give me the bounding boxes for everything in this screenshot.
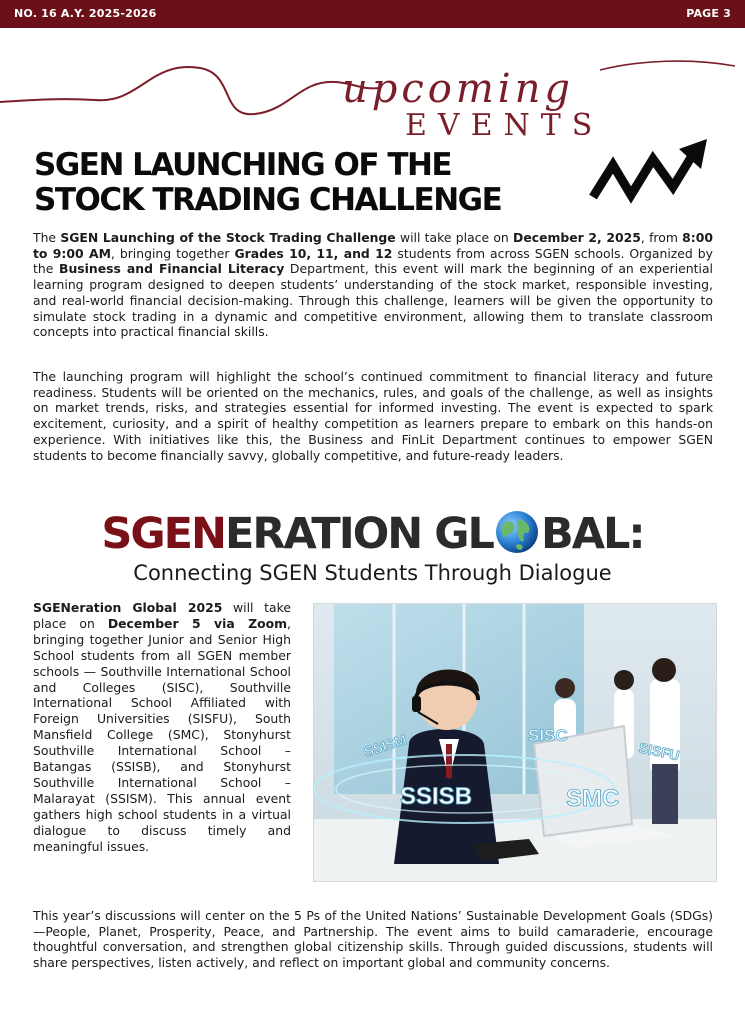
label-ssisb: SSISB [400, 783, 473, 810]
upcoming-events-banner [0, 30, 745, 143]
banner-events-word: EVENTS [405, 108, 604, 143]
globe-icon [494, 509, 540, 555]
label-sisfu: SISFU [637, 739, 682, 764]
label-smc: SMC [566, 785, 620, 812]
sgeneration-subtitle: Connecting SGEN Students Through Dialogue [133, 561, 612, 585]
sgeneration-global-title [0, 508, 745, 560]
issue-number: NO. 16 A.Y. 2025-2026 [14, 7, 157, 20]
title-line-1: SGEN LAUNCHING OF THE [34, 147, 452, 183]
sgeneration-paragraph-1: SGENeration Global 2025 will take place on December 5 via Zoom, bringing together Junior and Senior High School students from all SGEN member schools — Southville International School and Colleges (SISC), Southville International School Affiliated with Foreign Universities (SISFU), South Mansfield College (SMC), Stonyhurst Southville International School – Batangas (SSISB), and Stonyhurst Southville International School – Malarayat (SSISM). This annual event gathers high school students in a virtual dialogue to discuss timely and meaningful issues. [33, 600, 291, 854]
label-ssism: SSISM [361, 731, 409, 760]
page-number: PAGE 3 [686, 7, 731, 20]
student-video-call-photo [313, 603, 717, 882]
banner-script-word: upcoming [342, 66, 574, 112]
stock-challenge-paragraph-2: The launching program will highlight the school’s continued commitment to financial literacy and future readiness. Students will be oriented on the mechanics, rules, and goals of the challenge, as well as insights on market trends, risks, and strategies essential for informed investing. The event is expected to spark excitement, curiosity, and a spirit of healthy competition as learners prepare to embark on this hands-on experience. With initiatives like this, the Business and FinLit Department continues to empower SGEN students to become financially savvy, globally competitive, and future-ready leaders. [33, 369, 713, 463]
stock-challenge-title [34, 148, 594, 218]
stock-challenge-paragraph-1: The SGEN Launching of the Stock Trading Challenge will take place on December 2, 2025, from 8:00 to 9:00 AM, bringing together Grades 10, 11, and 12 students from across SGEN schools. Organized by the Business and Financial Literacy Department, this event will mark the beginning of an experiential learning program designed to deepen students’ understanding of the stock market, responsible investing, and real-world financial decision-making. Through this challenge, learners will be given the opportunity to simulate stock trading in a dynamic and competitive environment, allowing them to translate classroom concepts into practical financial skills. [33, 230, 713, 340]
title-line-2: STOCK TRADING CHALLENGE [34, 182, 502, 218]
title-sgen: SGEN [101, 509, 225, 559]
header-bar [0, 0, 745, 28]
title-eration: ERATION GL [225, 509, 493, 559]
photo-illustration [314, 604, 716, 881]
trend-up-arrow-icon [583, 137, 713, 217]
title-bal: BAL: [540, 509, 644, 559]
label-sisc: SISC [528, 726, 568, 745]
sgeneration-paragraph-2: This year’s discussions will center on the 5 Ps of the United Nations’ Sustainable Development Goals (SDGs)—People, Planet, Prosperity, Peace, and Partnership. The event aims to build camaraderie, encourage thoughtful conversation, and strengthen global citizenship skills. Through guided discussions, students will share perspectives, listen actively, and reflect on important global and community concerns. [33, 908, 713, 971]
